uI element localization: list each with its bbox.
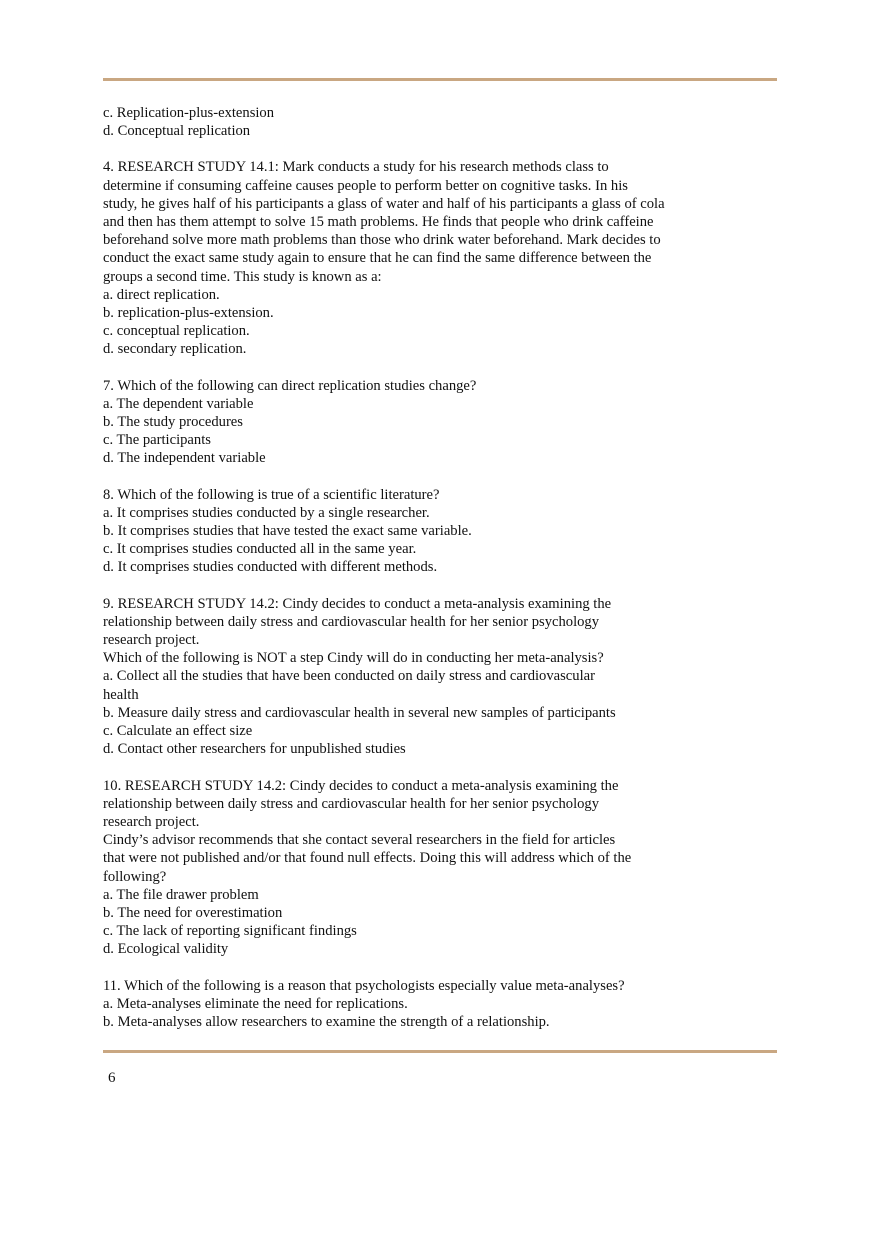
question-9-text: 9. RESEARCH STUDY 14.2: Cindy decides to conduct a meta-analysis examining the <box>103 595 612 612</box>
question-4-text: study, he gives half of his participants a glass of water and half of his participants a glass of cola <box>103 195 665 212</box>
option-line: a. The file drawer problem <box>103 886 259 903</box>
question-8 <box>103 486 777 577</box>
footer-rule <box>103 1050 777 1053</box>
option-line: a. Collect all the studies that have been conducted on daily stress and cardiovascular <box>103 668 595 685</box>
option-line: b. It comprises studies that have tested the exact same variable. <box>103 523 472 540</box>
question-4 <box>103 158 777 358</box>
question-4-text: determine if consuming caffeine causes people to perform better on cognitive tasks. In his <box>103 177 628 194</box>
question-10-text: following? <box>103 868 167 885</box>
question-4-text: groups a second time. This study is known as a: <box>103 268 382 285</box>
question-9 <box>103 595 777 759</box>
option-line: d. The independent variable <box>103 450 266 467</box>
option-line: d. Contact other researchers for unpublished studies <box>103 741 406 758</box>
question-4-text: and then has them attempt to solve 15 math problems. He finds that people who drink caffeine <box>103 214 654 231</box>
question-11-text: 11. Which of the following is a reason that psychologists especially value meta-analyses? <box>103 977 625 994</box>
option-line: health <box>103 686 139 703</box>
option-line: b. Measure daily stress and cardiovascular health in several new samples of participants <box>103 704 616 721</box>
question-10 <box>103 777 777 959</box>
question-10-text: research project. <box>103 813 200 830</box>
question-10-text: relationship between daily stress and cardiovascular health for her senior psychology <box>103 795 600 812</box>
option-line: d. secondary replication. <box>103 341 247 358</box>
option-line: b. The study procedures <box>103 414 243 431</box>
option-line: d. Conceptual replication <box>103 123 251 140</box>
question-11 <box>103 977 777 1032</box>
option-line: d. Ecological validity <box>103 941 229 958</box>
question-10-text: Cindy’s advisor recommends that she contact several researchers in the field for articles <box>103 832 616 849</box>
option-line: c. The participants <box>103 432 211 449</box>
question-4-text: beforehand solve more math problems than those who drink water beforehand. Mark decides to <box>103 232 661 249</box>
option-line: c. conceptual replication. <box>103 323 250 340</box>
option-line: d. It comprises studies conducted with different methods. <box>103 559 438 576</box>
question-8-text: 8. Which of the following is true of a scientific literature? <box>103 486 440 503</box>
question-9-text: Which of the following is NOT a step Cindy will do in conducting her meta-analysis? <box>103 650 604 667</box>
continued-options <box>103 104 777 140</box>
question-7 <box>103 377 777 468</box>
option-line: a. It comprises studies conducted by a single researcher. <box>103 504 430 521</box>
header-rule <box>103 78 777 81</box>
question-9-text: relationship between daily stress and cardiovascular health for her senior psychology <box>103 613 600 630</box>
option-line: a. Meta-analyses eliminate the need for replications. <box>103 995 408 1012</box>
question-4-text: conduct the exact same study again to ensure that he can find the same difference between the <box>103 250 652 267</box>
question-4-text: 4. RESEARCH STUDY 14.1: Mark conducts a study for his research methods class to <box>103 159 609 176</box>
question-10-text: 10. RESEARCH STUDY 14.2: Cindy decides to conduct a meta-analysis examining the <box>103 777 619 794</box>
question-10-text: that were not published and/or that found null effects. Doing this will address which of the <box>103 850 632 867</box>
question-9-text: research project. <box>103 632 200 649</box>
option-line: c. Calculate an effect size <box>103 723 253 740</box>
option-line: c. Replication-plus-extension <box>103 105 275 121</box>
option-line: c. It comprises studies conducted all in the same year. <box>103 541 417 558</box>
page-content <box>103 104 777 1031</box>
question-7-text: 7. Which of the following can direct replication studies change? <box>103 377 477 394</box>
option-line: b. replication-plus-extension. <box>103 305 274 322</box>
page-number: 6 <box>108 1070 116 1086</box>
option-line: b. The need for overestimation <box>103 904 283 921</box>
option-line: c. The lack of reporting significant findings <box>103 923 357 940</box>
option-line: a. direct replication. <box>103 286 220 303</box>
option-line: b. Meta-analyses allow researchers to examine the strength of a relationship. <box>103 1013 550 1030</box>
option-line: a. The dependent variable <box>103 395 254 412</box>
